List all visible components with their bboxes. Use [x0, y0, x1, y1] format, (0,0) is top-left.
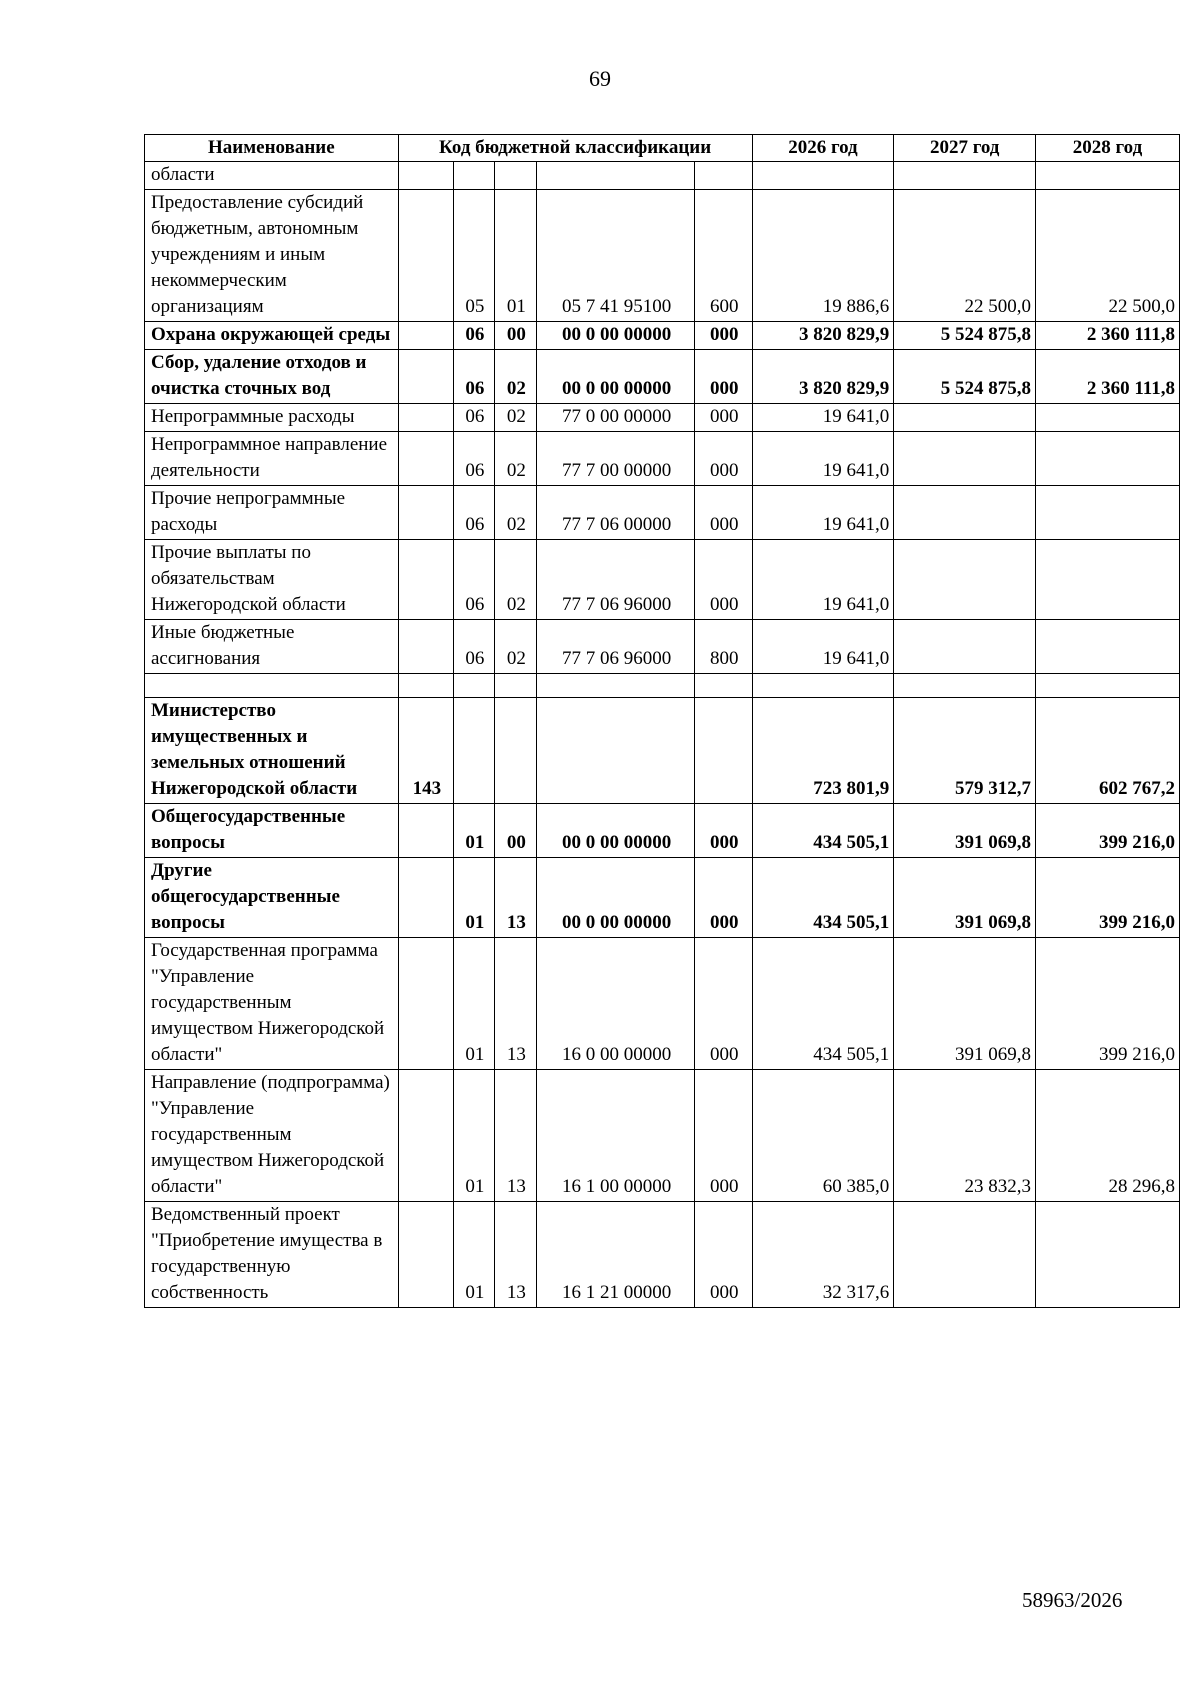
code-target-cell: 77 7 00 00000 [537, 432, 695, 486]
budget-table [144, 134, 1180, 1308]
value-2028-cell [1036, 404, 1180, 432]
code-type-cell: 800 [694, 620, 752, 674]
code-target-cell [537, 162, 695, 190]
row-name-cell: области [145, 162, 399, 190]
table-row [145, 938, 1180, 1070]
code-admin-cell [398, 938, 453, 1070]
table-row [145, 322, 1180, 350]
code-type-cell: 000 [694, 858, 752, 938]
value-2027-cell [894, 674, 1036, 698]
code-section-cell: 05 [454, 190, 495, 322]
value-2028-cell: 2 360 111,8 [1036, 350, 1180, 404]
value-2028-cell [1036, 1202, 1180, 1308]
table-header-row [145, 135, 1180, 162]
code-type-cell: 000 [694, 1202, 752, 1308]
code-section-cell: 01 [454, 804, 495, 858]
code-admin-cell [398, 858, 453, 938]
value-2026-cell: 19 641,0 [752, 404, 894, 432]
value-2026-cell: 434 505,1 [752, 804, 894, 858]
code-section-cell: 06 [454, 486, 495, 540]
code-target-cell: 77 7 06 00000 [537, 486, 695, 540]
code-admin-cell [398, 540, 453, 620]
row-name-cell: Направление (подпрограмма) "Управление государственным имуществом Нижегородской области" [145, 1070, 399, 1202]
table-row [145, 190, 1180, 322]
code-section-cell: 06 [454, 350, 495, 404]
value-2028-cell [1036, 162, 1180, 190]
code-section-cell: 01 [454, 858, 495, 938]
code-section-cell: 06 [454, 620, 495, 674]
value-2028-cell: 28 296,8 [1036, 1070, 1180, 1202]
row-name-cell: Предоставление субсидий бюджетным, автономным учреждениям и иным некоммерческим организациям [145, 190, 399, 322]
value-2026-cell: 19 641,0 [752, 486, 894, 540]
code-subsection-cell: 02 [494, 540, 537, 620]
code-type-cell: 000 [694, 804, 752, 858]
value-2028-cell: 22 500,0 [1036, 190, 1180, 322]
code-admin-cell [398, 162, 453, 190]
value-2027-cell: 22 500,0 [894, 190, 1036, 322]
row-name-cell: Прочие выплаты по обязательствам Нижегородской области [145, 540, 399, 620]
code-section-cell: 06 [454, 322, 495, 350]
value-2028-cell: 602 767,2 [1036, 698, 1180, 804]
row-name-cell: Другие общегосударственные вопросы [145, 858, 399, 938]
code-admin-cell [398, 674, 453, 698]
row-name-cell: Непрограммное направление деятельности [145, 432, 399, 486]
code-admin-cell: 143 [398, 698, 453, 804]
code-subsection-cell: 13 [494, 858, 537, 938]
row-name-cell: Иные бюджетные ассигнования [145, 620, 399, 674]
value-2026-cell: 434 505,1 [752, 938, 894, 1070]
row-name-cell: Охрана окружающей среды [145, 322, 399, 350]
value-2026-cell: 19 641,0 [752, 432, 894, 486]
code-subsection-cell [494, 162, 537, 190]
code-target-cell: 16 1 21 00000 [537, 1202, 695, 1308]
header-2028: 2028 год [1036, 135, 1180, 162]
value-2027-cell [894, 486, 1036, 540]
code-type-cell: 000 [694, 404, 752, 432]
code-subsection-cell: 02 [494, 350, 537, 404]
table-row [145, 162, 1180, 190]
value-2027-cell [894, 540, 1036, 620]
value-2027-cell: 391 069,8 [894, 858, 1036, 938]
value-2026-cell [752, 674, 894, 698]
value-2028-cell: 399 216,0 [1036, 938, 1180, 1070]
code-subsection-cell [494, 698, 537, 804]
code-admin-cell [398, 1070, 453, 1202]
value-2028-cell [1036, 620, 1180, 674]
code-subsection-cell: 02 [494, 404, 537, 432]
code-section-cell [454, 162, 495, 190]
value-2026-cell: 3 820 829,9 [752, 322, 894, 350]
code-type-cell [694, 162, 752, 190]
value-2027-cell: 5 524 875,8 [894, 322, 1036, 350]
row-name-cell: Общегосударственные вопросы [145, 804, 399, 858]
code-subsection-cell: 13 [494, 1070, 537, 1202]
code-target-cell [537, 698, 695, 804]
header-2027: 2027 год [894, 135, 1036, 162]
code-subsection-cell: 02 [494, 620, 537, 674]
code-type-cell: 000 [694, 432, 752, 486]
code-type-cell: 000 [694, 350, 752, 404]
value-2026-cell: 19 641,0 [752, 540, 894, 620]
table-row [145, 1070, 1180, 1202]
value-2026-cell: 19 641,0 [752, 620, 894, 674]
table-row [145, 804, 1180, 858]
row-name-cell [145, 674, 399, 698]
code-admin-cell [398, 322, 453, 350]
code-target-cell: 00 0 00 00000 [537, 350, 695, 404]
value-2026-cell: 60 385,0 [752, 1070, 894, 1202]
code-admin-cell [398, 432, 453, 486]
code-subsection-cell: 13 [494, 1202, 537, 1308]
value-2028-cell [1036, 674, 1180, 698]
code-target-cell: 16 1 00 00000 [537, 1070, 695, 1202]
code-subsection-cell: 01 [494, 190, 537, 322]
code-section-cell [454, 674, 495, 698]
code-section-cell: 01 [454, 938, 495, 1070]
code-admin-cell [398, 404, 453, 432]
table-body [145, 162, 1180, 1308]
code-target-cell: 16 0 00 00000 [537, 938, 695, 1070]
row-name-cell: Министерство имущественных и земельных отношений Нижегородской области [145, 698, 399, 804]
value-2026-cell: 3 820 829,9 [752, 350, 894, 404]
code-section-cell: 01 [454, 1070, 495, 1202]
code-target-cell: 00 0 00 00000 [537, 804, 695, 858]
code-admin-cell [398, 350, 453, 404]
code-admin-cell [398, 620, 453, 674]
code-target-cell: 77 0 00 00000 [537, 404, 695, 432]
header-code: Код бюджетной классификации [398, 135, 752, 162]
value-2026-cell: 19 886,6 [752, 190, 894, 322]
code-section-cell: 06 [454, 432, 495, 486]
row-name-cell: Государственная программа "Управление государственным имуществом Нижегородской области" [145, 938, 399, 1070]
value-2028-cell: 2 360 111,8 [1036, 322, 1180, 350]
code-subsection-cell: 00 [494, 322, 537, 350]
code-type-cell: 000 [694, 486, 752, 540]
table-row [145, 1202, 1180, 1308]
row-name-cell: Непрограммные расходы [145, 404, 399, 432]
header-name: Наименование [145, 135, 399, 162]
value-2026-cell: 723 801,9 [752, 698, 894, 804]
code-subsection-cell: 00 [494, 804, 537, 858]
value-2027-cell [894, 162, 1036, 190]
code-type-cell: 000 [694, 1070, 752, 1202]
code-target-cell: 77 7 06 96000 [537, 540, 695, 620]
table-row [145, 698, 1180, 804]
code-section-cell: 01 [454, 1202, 495, 1308]
value-2026-cell: 434 505,1 [752, 858, 894, 938]
table-row [145, 350, 1180, 404]
value-2027-cell [894, 404, 1036, 432]
header-2026: 2026 год [752, 135, 894, 162]
value-2027-cell [894, 432, 1036, 486]
code-target-cell: 00 0 00 00000 [537, 322, 695, 350]
value-2028-cell [1036, 486, 1180, 540]
code-subsection-cell: 02 [494, 432, 537, 486]
table-row [145, 404, 1180, 432]
code-admin-cell [398, 486, 453, 540]
page-number: 69 [589, 66, 611, 91]
code-type-cell: 000 [694, 540, 752, 620]
code-target-cell: 00 0 00 00000 [537, 858, 695, 938]
value-2027-cell: 579 312,7 [894, 698, 1036, 804]
value-2028-cell [1036, 432, 1180, 486]
code-target-cell: 05 7 41 95100 [537, 190, 695, 322]
table-row [145, 432, 1180, 486]
code-type-cell [694, 674, 752, 698]
value-2027-cell: 391 069,8 [894, 938, 1036, 1070]
value-2027-cell: 5 524 875,8 [894, 350, 1036, 404]
value-2026-cell: 32 317,6 [752, 1202, 894, 1308]
value-2027-cell [894, 620, 1036, 674]
value-2028-cell: 399 216,0 [1036, 858, 1180, 938]
code-type-cell: 000 [694, 938, 752, 1070]
code-section-cell [454, 698, 495, 804]
value-2027-cell: 391 069,8 [894, 804, 1036, 858]
code-admin-cell [398, 190, 453, 322]
code-admin-cell [398, 1202, 453, 1308]
table-row [145, 486, 1180, 540]
row-name-cell: Сбор, удаление отходов и очистка сточных вод [145, 350, 399, 404]
value-2027-cell: 23 832,3 [894, 1070, 1036, 1202]
value-2028-cell: 399 216,0 [1036, 804, 1180, 858]
row-name-cell: Прочие непрограммные расходы [145, 486, 399, 540]
value-2028-cell [1036, 540, 1180, 620]
code-type-cell: 000 [694, 322, 752, 350]
table-row [145, 858, 1180, 938]
table-row [145, 674, 1180, 698]
code-subsection-cell: 13 [494, 938, 537, 1070]
table-row [145, 540, 1180, 620]
row-name-cell: Ведомственный проект "Приобретение имущества в государственную собственность [145, 1202, 399, 1308]
code-type-cell: 600 [694, 190, 752, 322]
code-section-cell: 06 [454, 540, 495, 620]
document-id: 58963/2026 [1022, 1588, 1123, 1612]
code-subsection-cell: 02 [494, 486, 537, 540]
value-2026-cell [752, 162, 894, 190]
table-row [145, 620, 1180, 674]
code-section-cell: 06 [454, 404, 495, 432]
code-subsection-cell [494, 674, 537, 698]
code-target-cell: 77 7 06 96000 [537, 620, 695, 674]
code-target-cell [537, 674, 695, 698]
code-type-cell [694, 698, 752, 804]
code-admin-cell [398, 804, 453, 858]
value-2027-cell [894, 1202, 1036, 1308]
